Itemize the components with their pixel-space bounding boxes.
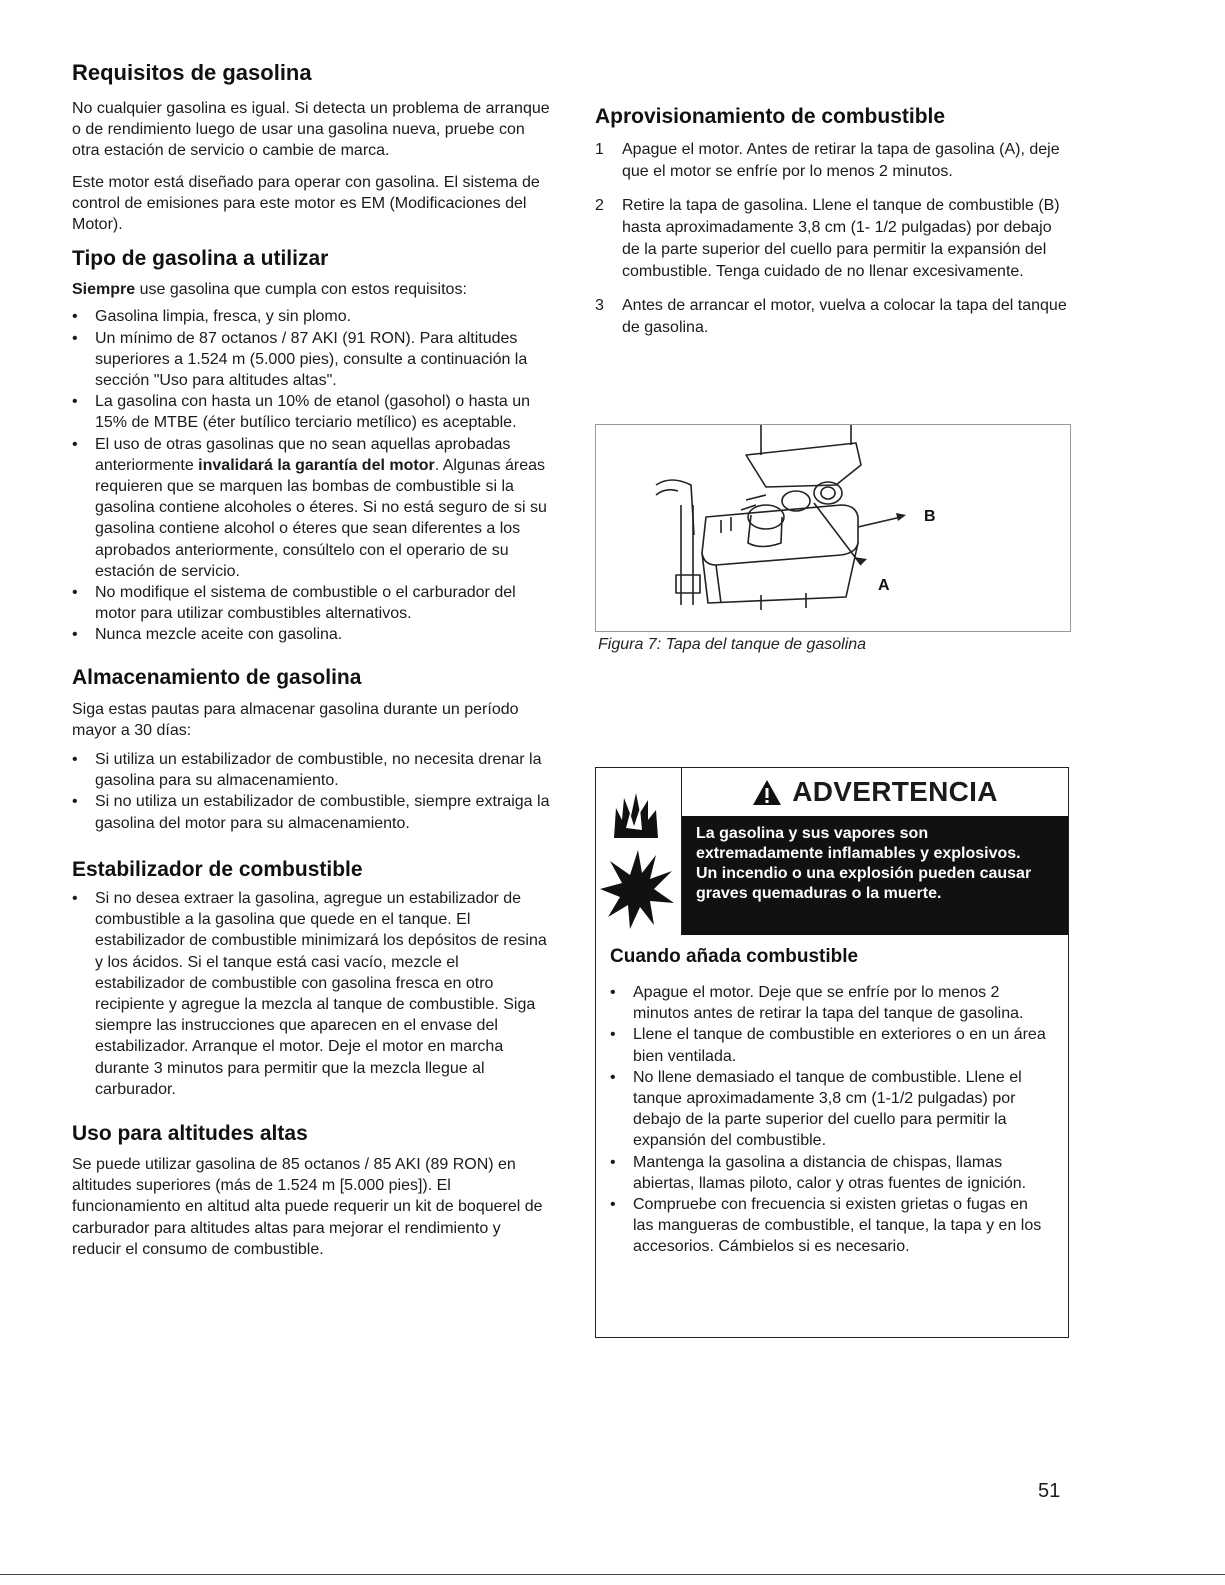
list-item: • Gasolina limpia, fresca, y sin plomo. [72,306,550,327]
siempre-bold: Siempre [72,281,136,299]
list-item: • Llene el tanque de combustible en exteriores o en un área bien ventilada. [610,1024,1050,1066]
paragraph-requisitos-2: Este motor está diseñado para operar con gasolina. El sistema de control de emisiones para este motor es EM (Modificaciones del Motor). [72,173,540,234]
warning-black-panel [682,816,1068,935]
warning-subheading: Cuando añada combustible [610,946,859,967]
list-item: • No modifique el sistema de combustible o el carburador del motor para utilizar combustibles alternativos. [72,582,550,624]
bottom-rule [0,1574,1225,1575]
list-item: • Si utiliza un estabilizador de combustible, no necesita drenar la gasolina para su almacenamiento. [72,749,550,791]
list-item: • La gasolina con hasta un 10% de etanol (gasohol) o hasta un 15% de MTBE (éter butílico terciario metílico) es aceptable. [72,391,550,433]
step-item [595,139,1073,183]
tipo-intro-rest: use gasolina que cumpla con estos requisitos: [135,281,467,299]
left-column [72,60,550,1260]
warning-box [595,767,1069,1338]
steps-list [595,139,1073,339]
tipo-list [72,306,550,645]
step-text: Apague el motor. Antes de retirar la tapa de gasolina (A), deje que el motor se enfríe por lo menos 2 minutos. [622,141,1060,180]
list-item: • Un mínimo de 87 octanos / 87 AKI (91 RON). Para altitudes superiores a 1.524 m (5.000 pies), consulte a continuación la sección "Uso para altitudes altas". [72,328,550,392]
heading-altitudes: Uso para altitudes altas [72,1121,308,1145]
step-text: Retire la tapa de gasolina. Llene el tanque de combustible (B) hasta aproximadamente 3,8 cm (1- 1/2 pulgadas) por debajo de la parte superior del cuello para permitir la expansión del combustible. Tenga cuidado de no llenar excesivamente. [622,197,1060,280]
paragraph-tipo-intro [72,279,550,300]
list-item: • Si no utiliza un estabilizador de combustible, siempre extraiga la gasolina del motor para su almacenamiento. [72,791,550,833]
warning-title-text: ADVERTENCIA [792,776,998,807]
figure-label-a: A [878,577,890,594]
heading-requisitos: Requisitos de gasolina [72,60,312,85]
step-number: 2 [595,197,604,214]
figure-caption: Figura 7: Tapa del tanque de gasolina [598,636,867,653]
paragraph-altitudes: Se puede utilizar gasolina de 85 octanos / 85 AKI (89 RON) en altitudes superiores (más de 1.524 m [5.000 pies]). El funcionamiento en altitud alta puede requerir un kit de boquerel de carburador para altitudes altas para mejorar el rendimiento y reducir el consumo de combustible. [72,1155,543,1258]
list-item: • Mantenga la gasolina a distancia de chispas, llamas abiertas, llamas piloto, calor y otras fuentes de ignición. [610,1152,1050,1194]
step-item [595,195,1073,283]
list-item: • Compruebe con frecuencia si existen grietas o fugas en las mangueras de combustible, el tanque, la tapa y en los accesorios. Cámbielos si es necesario. [610,1194,1050,1258]
heading-aprovisionamiento: Aprovisionamiento de combustible [595,105,946,128]
estabilizador-list [72,888,550,1100]
warning-icons [596,768,682,935]
paragraph-requisitos-1: No cualquier gasolina es igual. Si detecta un problema de arranque o de rendimiento luego de usar una gasolina nueva, pruebe con otra estación de servicio o cambie de marca. [72,100,550,160]
item4-warranty-bold: invalidará la garantía del motor [198,456,435,474]
heading-tipo: Tipo de gasolina a utilizar [72,247,329,271]
almacenamiento-list [72,749,550,834]
fuel-tank-illustration [596,425,1070,631]
figure-label-b: B [924,508,936,525]
step-text: Antes de arrancar el motor, vuelva a colocar la tapa del tanque de gasolina. [622,297,1067,336]
page-number: 51 [1038,1480,1061,1502]
list-item: • Apague el motor. Deje que se enfríe por lo menos 2 minutos antes de retirar la tapa del tanque de gasolina. [610,982,1050,1024]
warning-title [682,768,1068,816]
list-item: • Nunca mezcle aceite con gasolina. [72,624,550,645]
step-number: 3 [595,297,604,314]
alert-triangle-icon [752,779,782,806]
warning-list [610,982,1050,1258]
right-column [595,105,1073,351]
list-item: • Si no desea extraer la gasolina, agregue un estabilizador de combustible a la gasolina que quede en el tanque. El estabilizador de combustible minimizará los depósitos de resina y los ácidos. Si el tanque está casi vacío, mezcle el estabilizador de combustible con gasolina fresca en otro recipiente y agregue la mezcla al tanque de combustible. Siga siempre las instrucciones que aparecen en el envase del estabilizador. Arranque el motor. Deje el motor en marcha durante 3 minutos para permitir que la mezcla llegue al carburador. [72,888,550,1100]
heading-estabilizador: Estabilizador de combustible [72,857,363,881]
list-item: • No llene demasiado el tanque de combustible. Llene el tanque aproximadamente 3,8 cm (1-1/2 pulgadas) por debajo de la parte superior del cuello para permitir la expansión del combustible. [610,1067,1050,1152]
heading-almacenamiento: Almacenamiento de gasolina [72,665,362,689]
warning-text-2: Un incendio o una explosión pueden causar graves quemaduras o la muerte. [696,865,1032,902]
item4-part-c: . Algunas áreas requieren que se marquen las bombas de combustible si la gasolina contiene alcoholes o éteres. Si no está seguro de si su gasolina contiene alcohol o éteres que sean diferentes a los aprobados anteriormente, consúltelo con el operario de su estación de servicio. [95,456,547,580]
item4-part-a: El uso de otras gasolinas que no sean aquellas aprobadas anteriormente [95,435,511,474]
list-item [72,434,550,582]
step-number: 1 [595,141,604,158]
warning-text-1: La gasolina y sus vapores son extremadamente inflamables y explosivos. [696,825,1021,862]
step-item [595,295,1073,339]
paragraph-almacenamiento: Siga estas pautas para almacenar gasolina durante un período mayor a 30 días: [72,700,519,739]
explosion-icon [596,845,681,935]
fuel-tank-figure [595,424,1071,632]
